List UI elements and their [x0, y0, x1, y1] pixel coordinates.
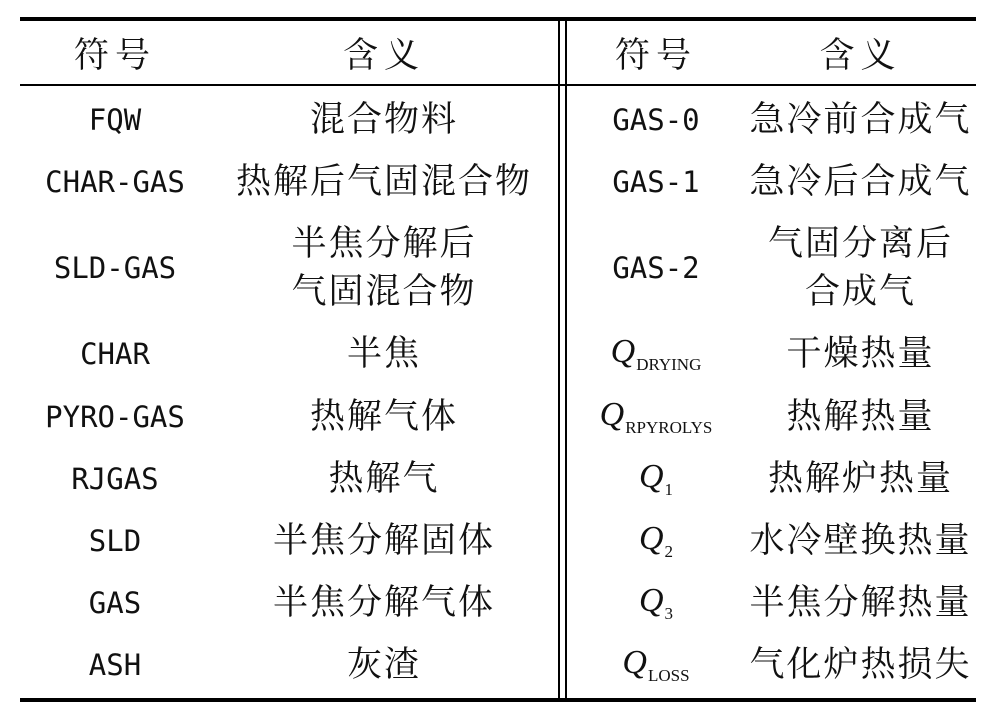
meaning-line: 灰渣	[346, 645, 421, 685]
symbol-cell	[567, 634, 745, 696]
meaning-cell	[745, 322, 976, 385]
meaning-line: 混合物料	[309, 100, 458, 140]
heat-symbol	[639, 458, 673, 500]
symbol-cell: PYRO-GAS	[45, 399, 185, 434]
heat-symbol-main: Q	[610, 332, 636, 370]
heat-symbol-subscript: DRYING	[636, 354, 702, 374]
heat-symbol-subscript: LOSS	[647, 666, 690, 685]
meaning-cell	[745, 510, 976, 572]
symbol-cell: RJGAS	[71, 462, 159, 496]
meaning-line: 合成气	[804, 271, 916, 312]
meaning-cell	[210, 89, 558, 151]
meaning-line: 急冷前合成气	[749, 100, 972, 140]
heat-symbol	[600, 396, 713, 438]
header-meaning-right: 含义	[819, 36, 902, 76]
meaning-line: 半焦分解气体	[272, 583, 495, 623]
heat-symbol-main: Q	[638, 458, 664, 495]
table-header-rule	[20, 84, 976, 86]
heat-symbol	[622, 644, 689, 686]
column-divider	[558, 21, 560, 698]
symbol-cell	[567, 385, 745, 448]
heat-symbol-main: Q	[638, 520, 664, 557]
table-top-rule	[20, 17, 976, 21]
heat-symbol-subscript: 2	[664, 542, 674, 561]
meaning-cell	[210, 572, 558, 634]
meaning-cell	[210, 213, 558, 322]
symbol-cell	[567, 322, 745, 385]
heat-symbol	[639, 520, 673, 562]
header-symbol-right: 符号	[614, 36, 697, 76]
meaning-cell	[210, 510, 558, 572]
meaning-line: 热解炉热量	[767, 459, 953, 499]
meaning-line: 气化炉热损失	[749, 645, 972, 685]
meaning-line: 半焦分解后	[291, 223, 477, 264]
symbol-cell: GAS-2	[612, 250, 700, 285]
symbol-cell: SLD-GAS	[53, 250, 177, 285]
symbol-cell	[567, 510, 745, 572]
meaning-line: 热解气	[328, 459, 440, 499]
meaning-line: 气固分离后	[767, 223, 953, 264]
symbol-cell: FQW	[88, 103, 142, 137]
symbol-cell	[567, 448, 745, 510]
table-bottom-rule	[20, 698, 976, 702]
symbol-cell	[567, 572, 745, 634]
header-symbol-left: 符号	[73, 36, 156, 76]
meaning-line: 半焦	[346, 333, 421, 374]
meaning-line: 半焦分解固体	[272, 521, 495, 561]
symbol-cell: ASH	[88, 648, 142, 682]
meaning-cell	[210, 385, 558, 448]
meaning-line: 热解后气固混合物	[235, 162, 532, 202]
heat-symbol-main: Q	[622, 644, 647, 681]
symbol-cell: GAS-1	[612, 165, 700, 199]
meaning-cell	[210, 322, 558, 385]
meaning-cell	[210, 634, 558, 696]
meaning-line: 急冷后合成气	[749, 162, 972, 202]
symbol-cell: SLD	[88, 524, 142, 558]
symbol-cell: GAS	[88, 586, 142, 620]
meaning-cell	[745, 448, 976, 510]
heat-symbol-subscript: 3	[664, 604, 674, 623]
meaning-line: 水冷壁换热量	[749, 521, 972, 561]
symbol-cell: CHAR	[80, 336, 150, 371]
meaning-cell	[210, 448, 558, 510]
meaning-cell	[745, 385, 976, 448]
meaning-line: 气固混合物	[291, 271, 477, 312]
heat-symbol-subscript: RPYROLYS	[625, 417, 713, 437]
heat-symbol	[611, 333, 702, 375]
heat-symbol-main: Q	[599, 395, 625, 433]
meaning-line: 热解气体	[309, 396, 458, 437]
meaning-line: 热解热量	[786, 396, 935, 437]
meaning-cell	[745, 213, 976, 322]
header-meaning-left: 含义	[342, 36, 425, 76]
meaning-line: 干燥热量	[786, 333, 935, 374]
heat-symbol-main: Q	[638, 582, 664, 619]
meaning-cell	[745, 89, 976, 151]
meaning-cell	[210, 151, 558, 213]
meaning-cell	[745, 572, 976, 634]
meaning-cell	[745, 634, 976, 696]
symbol-cell: GAS-0	[612, 103, 700, 137]
meaning-cell	[745, 151, 976, 213]
heat-symbol-subscript: 1	[664, 480, 674, 499]
meaning-line: 半焦分解热量	[749, 583, 972, 623]
symbol-cell: CHAR-GAS	[45, 165, 185, 199]
heat-symbol	[639, 582, 673, 624]
